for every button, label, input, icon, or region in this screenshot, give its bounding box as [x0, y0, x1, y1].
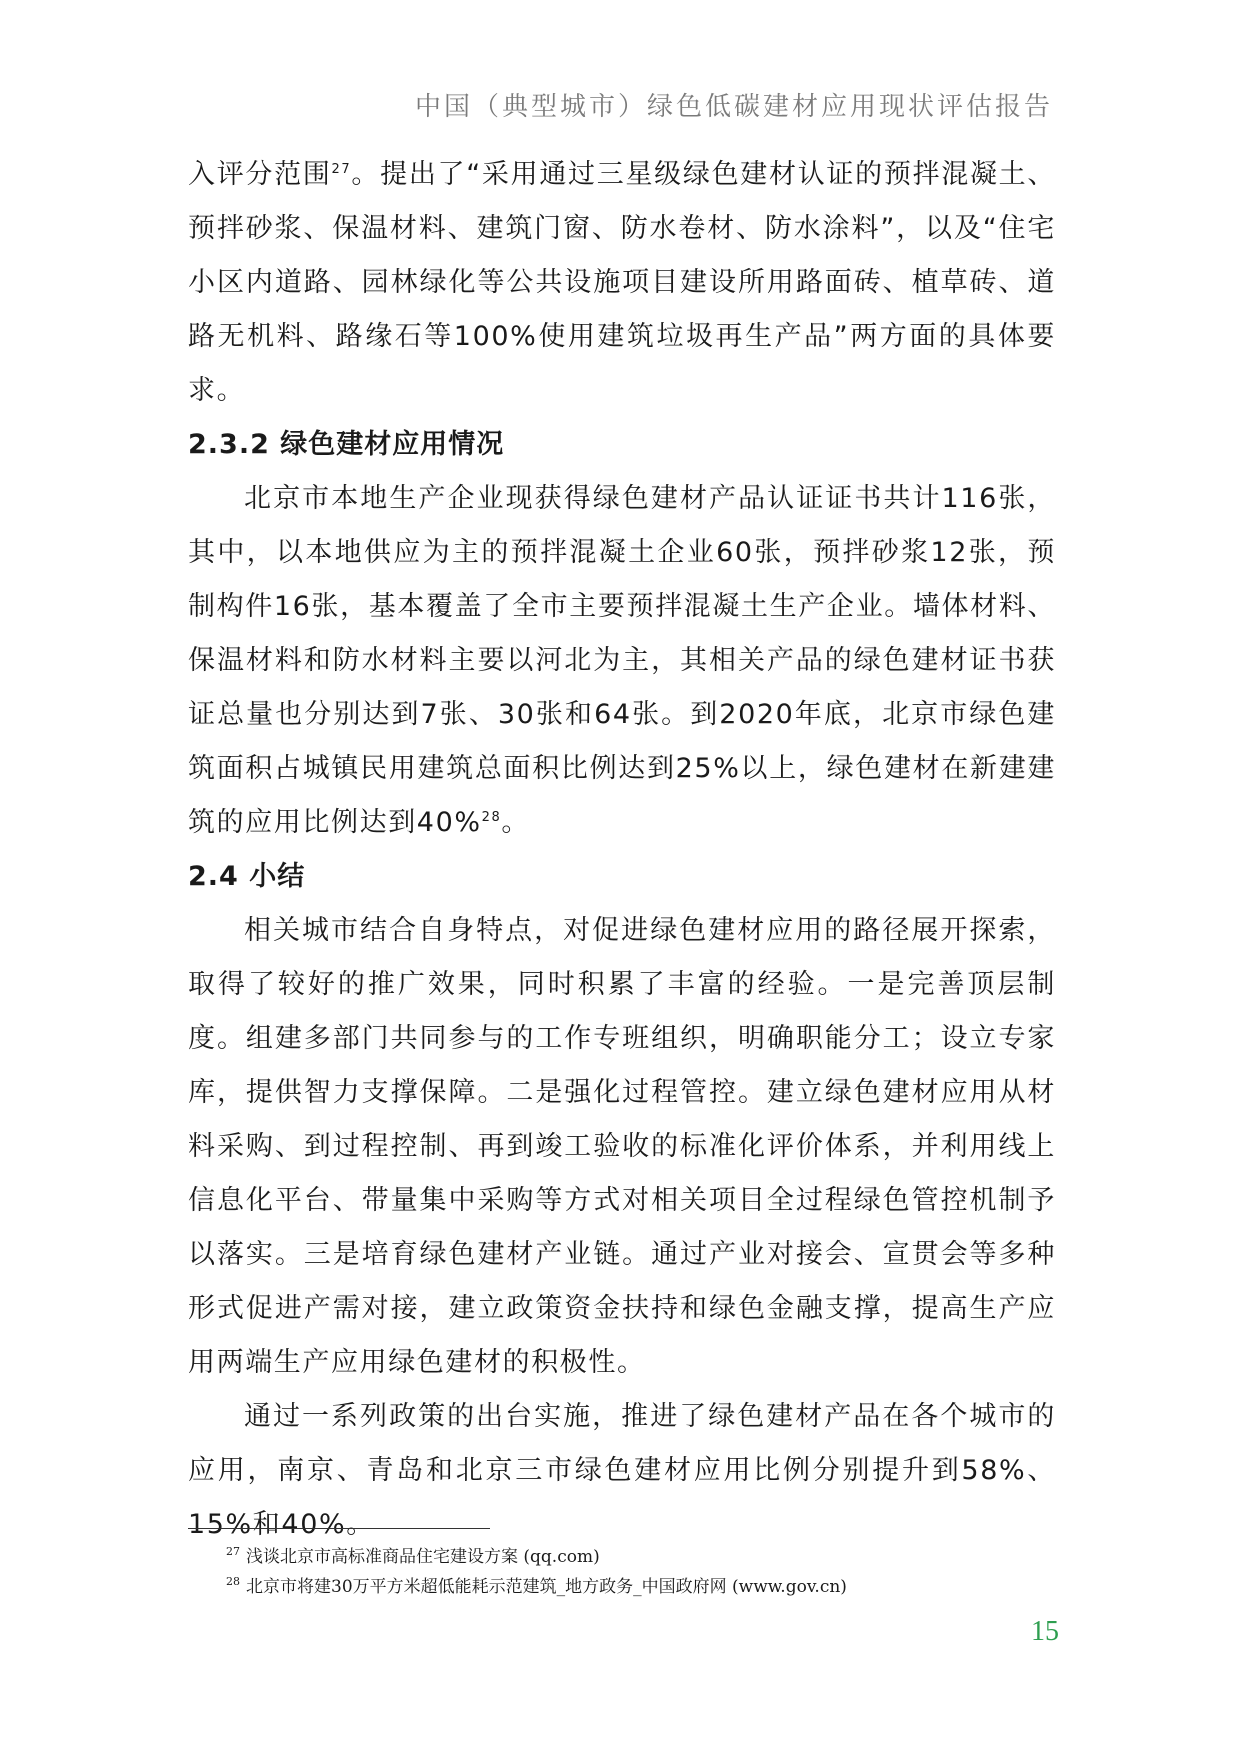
page-number: 15: [1031, 1616, 1059, 1647]
footnote-27: [226, 1542, 1046, 1572]
section-heading-2-3-2: 2.3.2 绿色建材应用情况: [188, 429, 505, 460]
footnote-text[interactable]: 浅谈北京市高标准商品住宅建设方案 (qq.com): [246, 1547, 600, 1567]
paragraph-text: 北京市本地生产企业现获得绿色建材产品认证证书共计116张，其中，以本地供应为主的预拌混凝土企业60张，预拌砂浆12张，预制构件16张，基本覆盖了全市主要预拌混凝土生产企业。墙体材料、保温材料和防水材料主要以河北为主，其相关产品的绿色建材证书获证总量也分别达到7张、30张和64张。到2020年底，北京市绿色建筑面积占城镇民用建筑总面积比例达到25%以上，绿色建材在新建建筑的应用比例达到40%: [188, 483, 1056, 838]
paragraph-summary-experience: 相关城市结合自身特点，对促进绿色建材应用的路径展开探索，取得了较好的推广效果，同时积累了丰富的经验。一是完善顶层制度。组建多部门共同参与的工作专班组织，明确职能分工；设立专家库，提供智力支撑保障。二是强化过程管控。建立绿色建材应用从材料采购、到过程控制、再到竣工验收的标准化评价体系，并利用线上信息化平台、带量集中采购等方式对相关项目全过程绿色管控机制予以落实。三是培育绿色建材产业链。通过产业对接会、宣贯会等多种形式促进产需对接，建立政策资金扶持和绿色金融支撑，提高生产应用两端生产应用绿色建材的积极性。: [188, 915, 1056, 1378]
footnote-ref-28[interactable]: 28: [481, 810, 502, 825]
footnote-number: 28: [226, 1575, 240, 1589]
page-header-title: 中国（典型城市）绿色低碳建材应用现状评估报告: [414, 92, 1053, 122]
footnote-number: 27: [226, 1545, 240, 1559]
paragraph-text: 入评分范围: [188, 159, 332, 190]
footnote-ref-27[interactable]: 27: [331, 162, 352, 177]
paragraph-text: 。提出了“采用通过三星级绿色建材认证的预拌混凝土、预拌砂浆、保温材料、建筑门窗、防水卷材、防水涂料”，以及“住宅小区内道路、园林绿化等公共设施项目建设所用路面砖、植草砖、道路无机料、路缘石等100%使用建筑垃圾再生产品”两方面的具体要求。: [188, 159, 1056, 406]
footnotes: [226, 1542, 1046, 1602]
paragraph-text: 。: [501, 807, 530, 838]
section-heading-2-4: 2.4 小结: [188, 861, 306, 892]
footnote-text[interactable]: 北京市将建30万平方米超低能耗示范建筑_地方政务_中国政府网 (www.gov.cn): [246, 1577, 847, 1597]
main-content: [188, 148, 1056, 1552]
paragraph-summary-results: 通过一系列政策的出台实施，推进了绿色建材产品在各个城市的应用，南京、青岛和北京三市绿色建材应用比例分别提升到58%、15%和40%。: [188, 1401, 1056, 1540]
footnote-28: [226, 1572, 1046, 1602]
paragraph-scoring-requirements: [188, 148, 1056, 418]
footnote-divider: [188, 1528, 490, 1529]
paragraph-beijing-application: [188, 472, 1056, 850]
